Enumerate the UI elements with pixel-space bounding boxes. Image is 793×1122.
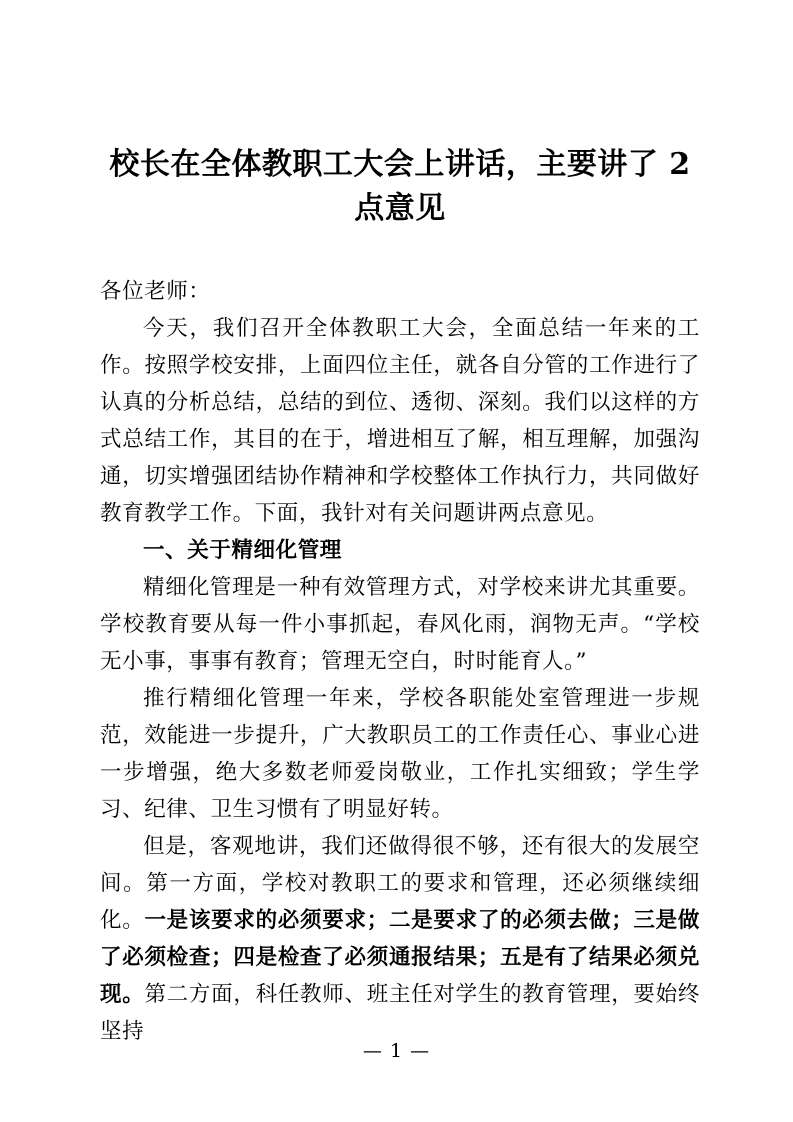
shortcomings-segment-regular-lead: 但是，客观地讲，我们还做得很不够，还有很大的发展空间。第一方面，学校对教职工的要求和管理，还必须继续细化。 xyxy=(100,834,700,933)
shortcomings-segment-regular-tail: 第二方面，科任教师、班主任对学生的教育管理，要始终坚持 xyxy=(100,982,700,1044)
paragraph-refined-management-intro: 精细化管理是一种有效管理方式，对学校来讲尤其重要。学校教育要从每一件小事抓起，春风化雨，润物无声。“学校无小事，事事有教育；管理无空白，时时能育人。” xyxy=(100,575,700,674)
paragraph-refined-management-results: 推行精细化管理一年来，学校各职能处室管理进一步规范，效能进一步提升，广大教职员工的工作责任心、事业心进一步增强，绝大多数老师爱岗敬业，工作扎实细致；学生学习、纪律、卫生习惯有了明显好转。 xyxy=(100,686,700,822)
document-body xyxy=(100,0,700,1050)
section-heading-one: 一、关于精细化管理 xyxy=(143,538,342,563)
shortcomings-segment-emphasis: 一是该要求的必须要求；二是要求了的必须去做；三是做了必须检查；四是检查了必须通报结果；五是有了结果必须兑现。 xyxy=(100,908,700,1007)
salutation: 各位老师： xyxy=(100,279,211,304)
paragraph-shortcomings xyxy=(100,828,700,1050)
paragraph-opening: 今天，我们召开全体教职工大会，全面总结一年来的工作。按照学校安排，上面四位主任，就各自分管的工作进行了认真的分析总结，总结的到位、透彻、深刻。我们以这样的方式总结工作，其目的在于，增进相互了解，相互理解，加强沟通，切实增强团结协作精神和学校整体工作执行力，共同做好教育教学工作。下面，我针对有关问题讲两点意见。 xyxy=(100,316,700,526)
page-title: 校长在全体教职工大会上讲话，主要讲了 2 点意见 xyxy=(109,147,691,226)
page-number-footer: — 1 — xyxy=(362,1040,431,1062)
